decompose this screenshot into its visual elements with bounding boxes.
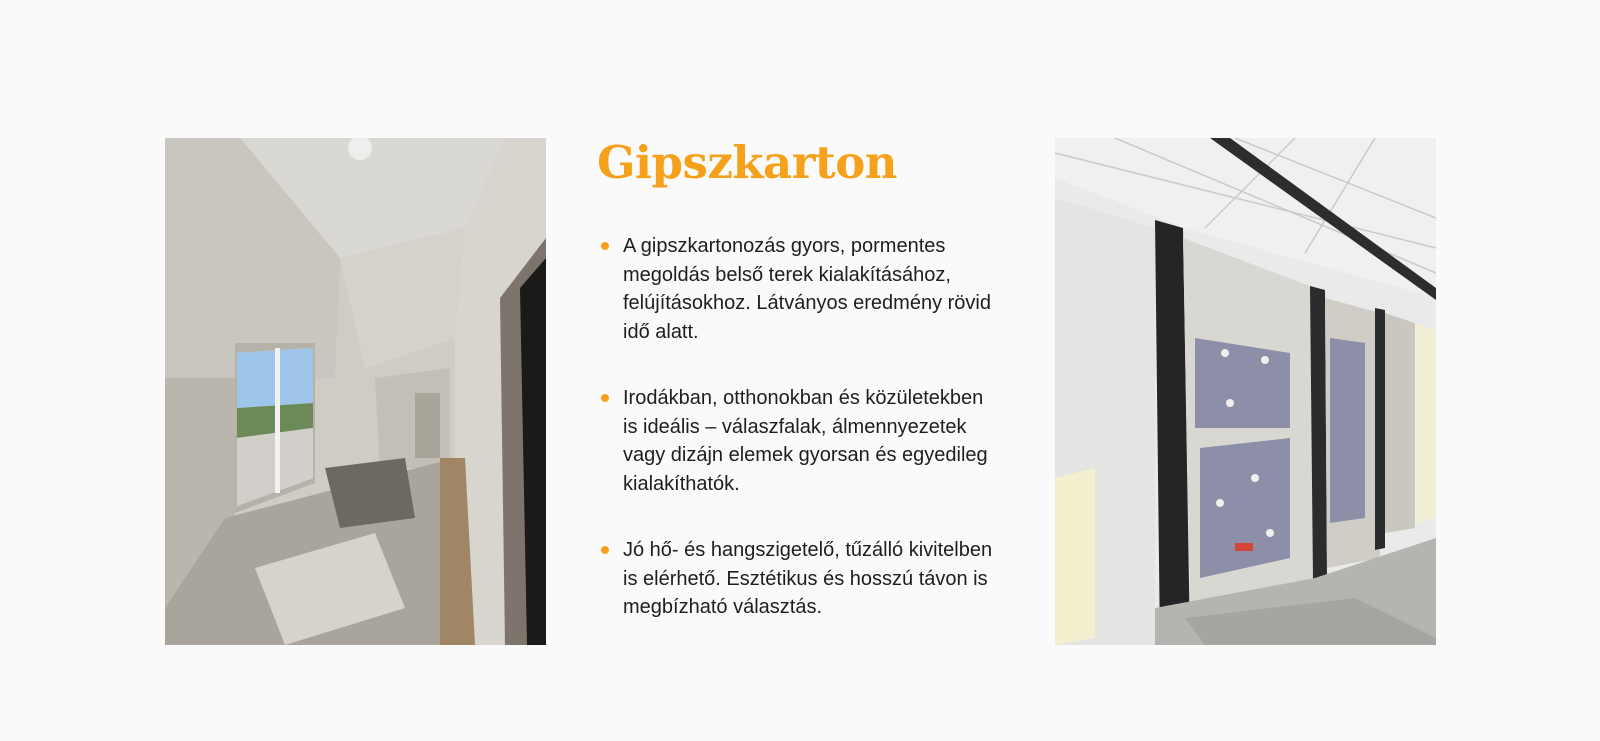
bullet-item [597,232,997,346]
bullet-dot-icon [601,242,609,250]
bullet-dot-icon [601,546,609,554]
content-section [597,134,997,660]
office-partition-photo [1055,138,1436,645]
bullet-dot-icon [601,394,609,402]
attic-drywall-photo [165,138,546,645]
bullet-item [597,384,997,498]
bullet-list [597,232,997,622]
bullet-item [597,536,997,622]
bullet-text: A gipszkartonozás gyors, pormentes megoldás belső terek kialakításához, felújításokhoz. Látványos eredmény rövid idő alatt. [623,235,991,343]
bullet-text: Jó hő- és hangszigetelő, tűzálló kivitelben is elérhető. Esztétikus és hosszú távon is megbízható választás. [623,539,993,618]
section-title: Gipszkarton [597,136,897,189]
bullet-text: Irodákban, otthonokban és közületekben is ideális – válaszfalak, álmennyezetek vagy dizájn elemek gyorsan és egyedileg kialakíthatók. [623,387,988,495]
